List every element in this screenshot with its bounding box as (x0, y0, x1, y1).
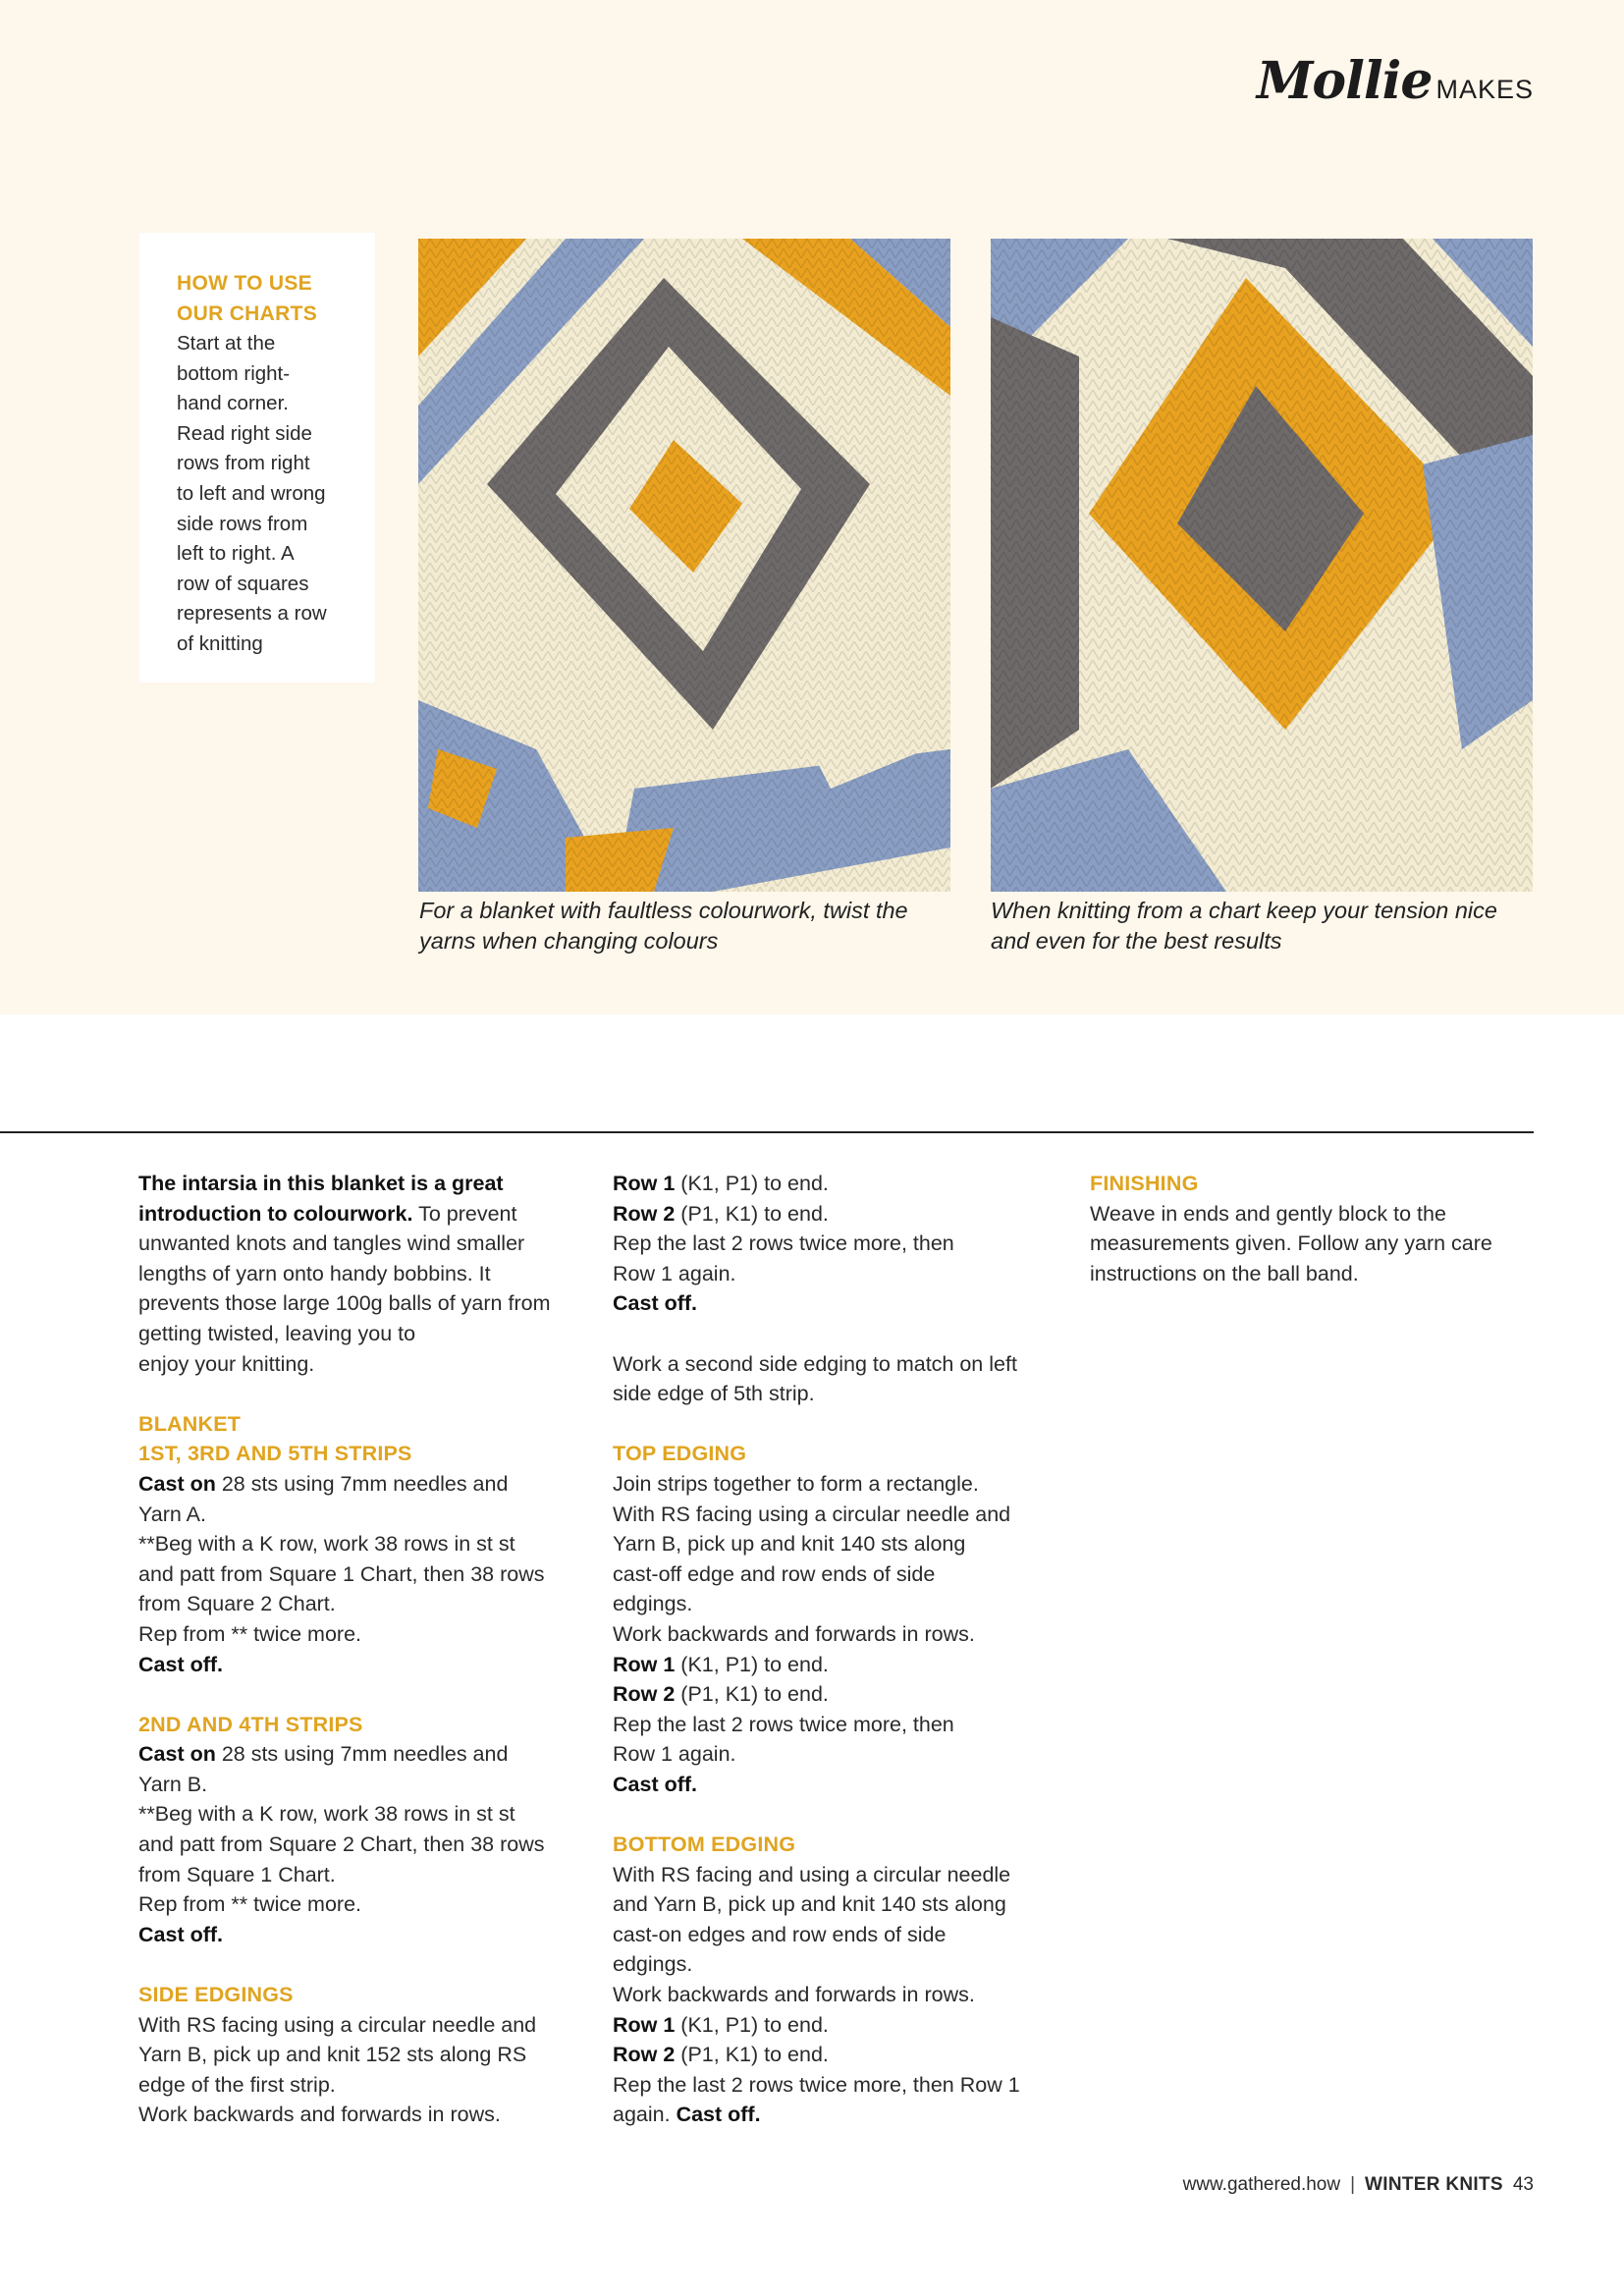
instruction-line: and patt from Square 2 Chart, then 38 rows (138, 1832, 545, 1857)
instruction-line: from Square 1 Chart. (138, 1862, 336, 1886)
instruction-line: **Beg with a K row, work 38 rows in st st (138, 1532, 515, 1557)
instruction-line: measurements given. Follow any yarn care (1090, 1231, 1492, 1256)
row-line (613, 1650, 1064, 1680)
instruction-line: from Square 2 Chart. (138, 1592, 336, 1616)
masthead-logo (1257, 51, 1534, 111)
top-edging-instructions (613, 1469, 1064, 1800)
cast-on-text: 28 sts using 7mm needles and (215, 1471, 509, 1496)
intro-bold-lead: introduction to colourwork. (138, 1201, 413, 1226)
how-to-use-charts-box (139, 233, 375, 683)
side-edgings-instructions (138, 2010, 590, 2130)
footer-url[interactable]: www.gathered.how (1182, 2174, 1341, 2195)
tip-line: hand corner. (177, 392, 289, 415)
row-text: (P1, K1) to end. (675, 2043, 829, 2067)
instruction-line: and patt from Square 1 Chart, then 38 rows (138, 1561, 545, 1586)
intro-paragraph (138, 1169, 590, 1379)
intro-bold-line: The intarsia in this blanket is a great (138, 1172, 504, 1195)
instruction-line: Row 1 again. (613, 1742, 736, 1767)
finishing-heading: FINISHING (1090, 1172, 1199, 1195)
blanket-photo-2-graphic (991, 239, 1533, 892)
row-line (613, 1679, 1064, 1710)
row-label: Row 1 (613, 1652, 676, 1676)
bottom-edging-heading: BOTTOM EDGING (613, 1832, 796, 1857)
instruction-line: Yarn A. (138, 1502, 206, 1526)
tip-line: represents a row (177, 602, 327, 626)
blanket-photo-2 (991, 239, 1533, 892)
instruction-line: side edge of 5th strip. (613, 1382, 815, 1406)
instruction-line: With RS facing and using a circular needle (613, 1862, 1011, 1886)
instruction-line: cast-on edges and row ends of side (613, 1922, 947, 1946)
instruction-line: edgings. (613, 1952, 693, 1977)
intro-line: lengths of yarn onto handy bobbins. It (138, 1261, 491, 1285)
bottom-edging-instructions (613, 1860, 1064, 2130)
row-text: (P1, K1) to end. (675, 1682, 829, 1707)
tip-line: left to right. A (177, 542, 295, 566)
intro-line: enjoy your knitting. (138, 1351, 315, 1376)
instruction-line: Work backwards and forwards in rows. (138, 2103, 501, 2127)
intro-rest: To prevent (412, 1201, 517, 1226)
tip-line: rows from right (177, 452, 310, 475)
strips-1-3-5-heading: 1ST, 3RD AND 5TH STRIPS (138, 1442, 412, 1466)
tip-title-line1: HOW TO USE (177, 272, 312, 295)
tip-line: bottom right- (177, 361, 291, 385)
top-edging-heading: TOP EDGING (613, 1442, 747, 1466)
intro-line: prevents those large 100g balls of yarn from (138, 1291, 551, 1316)
instruction-line: Rep from ** twice more. (138, 1892, 362, 1917)
instruction-line: edge of the first strip. (138, 2072, 336, 2097)
row-line (613, 2040, 1064, 2070)
strips-1-3-5-instructions (138, 1469, 590, 1679)
row-label: Row 2 (613, 2043, 676, 2067)
blanket-photo-1-graphic (418, 239, 950, 892)
row-text: (K1, P1) to end. (675, 1172, 829, 1195)
cast-on-label: Cast on (138, 1742, 216, 1767)
footer-page-number: 43 (1512, 2174, 1534, 2195)
tip-line: row of squares (177, 572, 309, 595)
side-edgings-heading: SIDE EDGINGS (138, 1983, 294, 2007)
instruction-line: With RS facing using a circular needle and (613, 1502, 1011, 1526)
row-label: Row 1 (613, 1172, 676, 1195)
instruction-line: Join strips together to form a rectangle. (613, 1471, 979, 1496)
instruction-line: and Yarn B, pick up and knit 140 sts along (613, 1892, 1006, 1917)
cast-on-line (138, 1739, 590, 1770)
cast-off-label: Cast off. (676, 2103, 761, 2127)
instruction-line: cast-off edge and row ends of side (613, 1561, 936, 1586)
instruction-line: edgings. (613, 1592, 693, 1616)
section-divider (0, 1131, 1534, 1133)
pattern-column-3 (1090, 1169, 1542, 1319)
row-text: (P1, K1) to end. (675, 1201, 829, 1226)
row-text: (K1, P1) to end. (675, 1652, 829, 1676)
tip-line: of knitting (177, 631, 263, 655)
caption-line: When knitting from a chart keep your tension nice (991, 898, 1497, 923)
cast-on-label: Cast on (138, 1471, 216, 1496)
tip-line: Start at the (177, 332, 276, 355)
row-label: Row 1 (613, 2012, 676, 2037)
footer-magazine: WINTER KNITS (1365, 2174, 1503, 2195)
cast-off-label: Cast off. (138, 1652, 223, 1676)
instruction-line: **Beg with a K row, work 38 rows in st st (138, 1802, 515, 1827)
second-side-edging (613, 1349, 1064, 1409)
row-line (613, 2010, 1064, 2041)
tip-body (177, 329, 355, 660)
tip-line: Read right side (177, 421, 312, 445)
tip-title-line2: OUR CHARTS (177, 302, 317, 325)
blanket-heading: BLANKET (138, 1411, 242, 1436)
tip-line: to left and wrong (177, 481, 326, 505)
intro-line (138, 1199, 590, 1230)
instruction-line: Yarn B. (138, 1772, 208, 1796)
instruction-line: Yarn B, pick up and knit 152 sts along RS (138, 2043, 527, 2067)
cast-on-line (138, 1469, 590, 1500)
instruction-line: instructions on the ball band. (1090, 1261, 1359, 1285)
cast-off-label: Cast off. (138, 1922, 223, 1946)
instruction-line: Rep the last 2 rows twice more, then Row 1 (613, 2072, 1020, 2097)
instruction-line (613, 2100, 1064, 2130)
instruction-line: With RS facing using a circular needle and (138, 2012, 537, 2037)
tip-line: side rows from (177, 512, 308, 535)
strips-2-4-heading: 2ND AND 4TH STRIPS (138, 1712, 363, 1736)
instruction-line: Weave in ends and gently block to the (1090, 1201, 1446, 1226)
page-footer (1183, 2174, 1534, 2196)
brand-script: Mollie (1256, 51, 1433, 111)
caption-line: yarns when changing colours (419, 928, 719, 954)
instruction-line: Work a second side edging to match on left (613, 1351, 1017, 1376)
photo-2-caption (991, 896, 1570, 957)
strips-2-4-instructions (138, 1739, 590, 1949)
instruction-line: Work backwards and forwards in rows. (613, 1621, 975, 1646)
instruction-line: Rep from ** twice more. (138, 1621, 362, 1646)
pattern-column-2 (613, 1169, 1064, 2160)
caption-line: and even for the best results (991, 928, 1282, 954)
instruction-line: Rep the last 2 rows twice more, then (613, 1231, 954, 1256)
brand-makes: MAKES (1435, 75, 1534, 104)
instruction-line: Work backwards and forwards in rows. (613, 1983, 975, 2007)
finishing-instructions (1090, 1199, 1542, 1289)
instruction-line: Rep the last 2 rows twice more, then (613, 1712, 954, 1736)
row-label: Row 2 (613, 1682, 676, 1707)
instruction-line: Yarn B, pick up and knit 140 sts along (613, 1532, 966, 1557)
intro-line: unwanted knots and tangles wind smaller (138, 1231, 525, 1256)
row-line (613, 1169, 1064, 1199)
intro-line: getting twisted, leaving you to (138, 1321, 416, 1345)
footer-separator: | (1350, 2174, 1356, 2195)
row-line (613, 1199, 1064, 1230)
cast-off-label: Cast off. (613, 1772, 697, 1796)
row-text: (K1, P1) to end. (675, 2012, 829, 2037)
pattern-column-1 (138, 1169, 590, 2160)
blanket-photo-1 (418, 239, 950, 892)
cast-off-label: Cast off. (613, 1291, 697, 1316)
side-edging-rows (613, 1169, 1064, 1319)
row-label: Row 2 (613, 1201, 676, 1226)
instruction-text: again. (613, 2103, 677, 2127)
cast-on-text: 28 sts using 7mm needles and (215, 1742, 509, 1767)
instruction-line: Row 1 again. (613, 1261, 736, 1285)
photo-1-caption (419, 896, 969, 957)
caption-line: For a blanket with faultless colourwork, twist the (419, 898, 908, 923)
